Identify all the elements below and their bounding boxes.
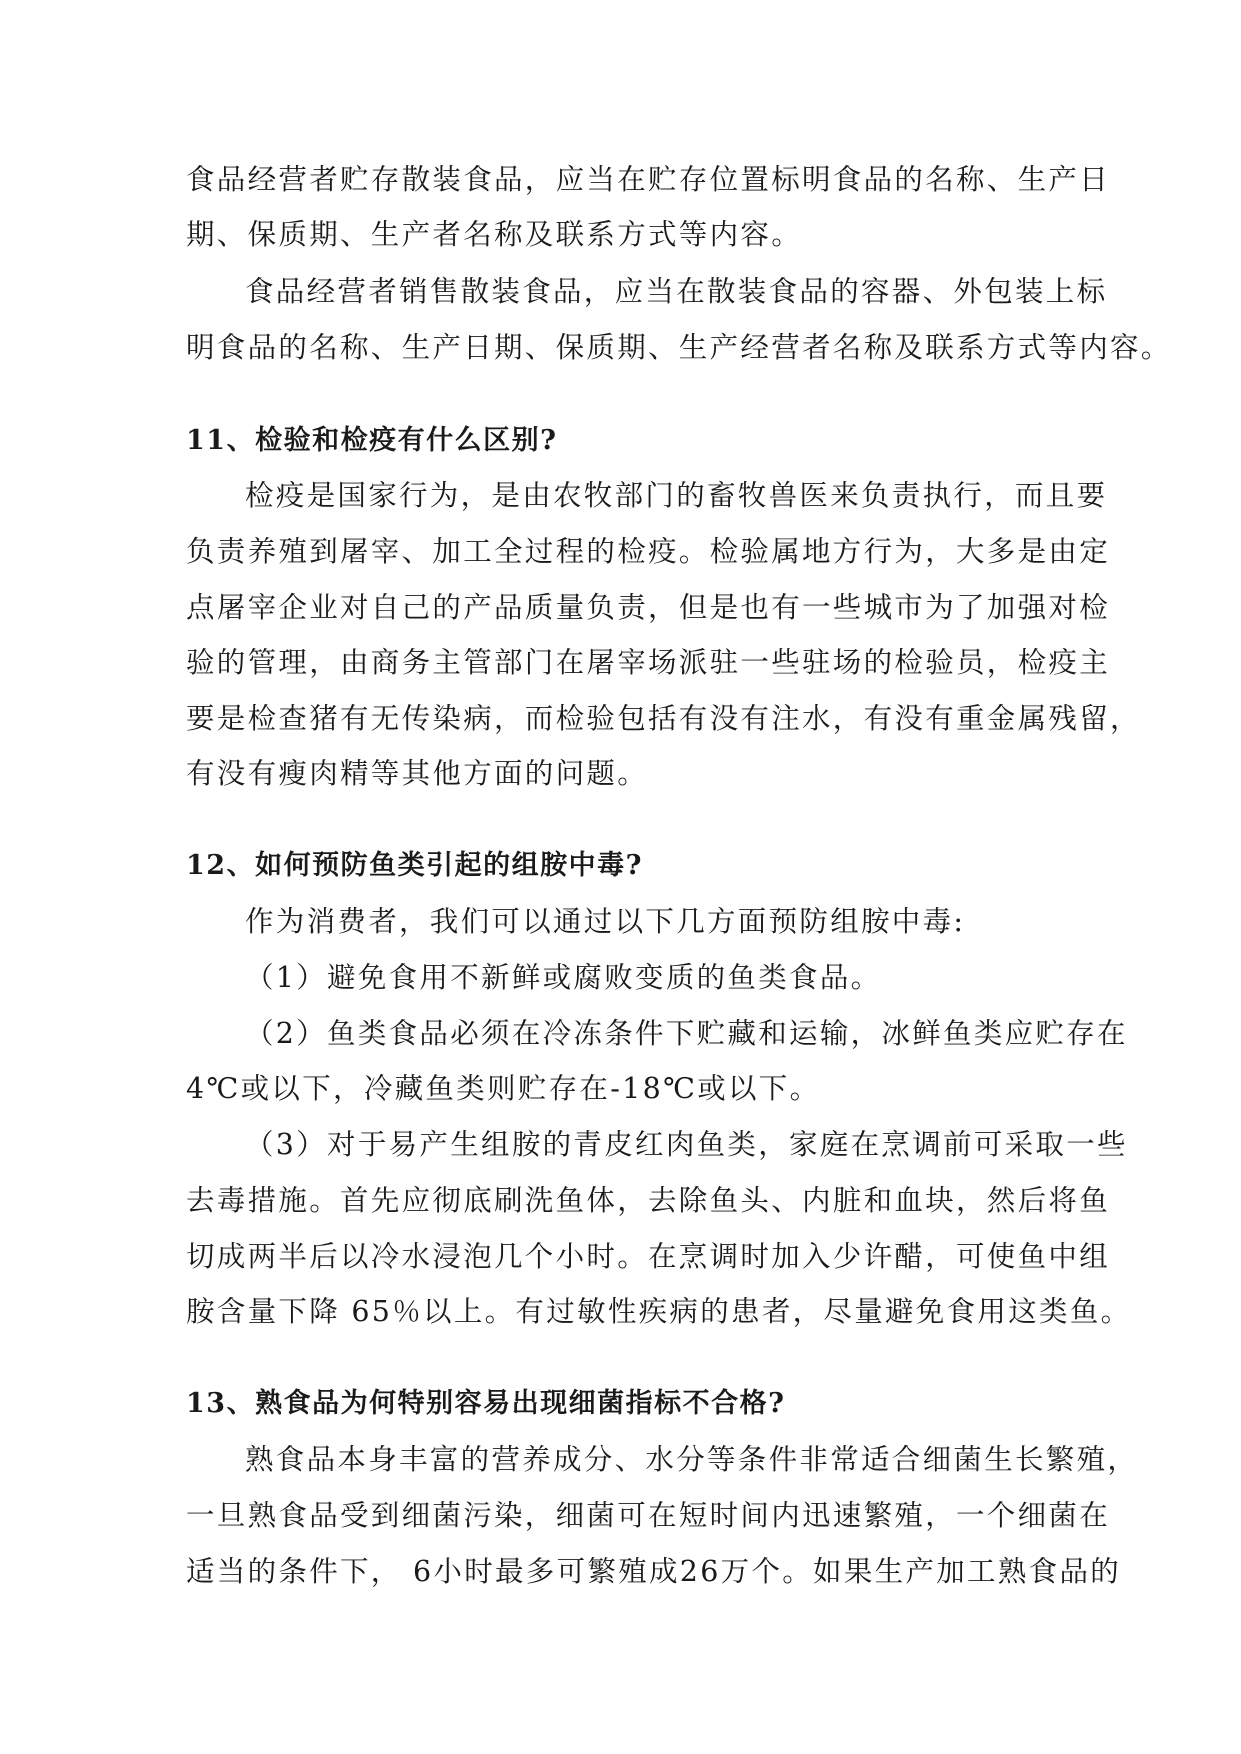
section-heading-13: 13、熟食品为何特别容易出现细菌指标不合格?	[186, 1388, 786, 1419]
paragraph-line: 明食品的名称、生产日期、保质期、生产经营者名称及联系方式等内容。	[186, 331, 1172, 364]
paragraph-line: 一旦熟食品受到细菌污染，细菌可在短时间内迅速繁殖，一个细菌在	[186, 1499, 1111, 1532]
list-item-3: （3）对于易产生组胺的青皮红肉鱼类，家庭在烹调前可采取一些	[245, 1128, 1128, 1161]
paragraph-line: 熟食品本身丰富的营养成分、水分等条件非常适合细菌生长繁殖，	[245, 1443, 1139, 1476]
paragraph-line: 去毒措施。首先应彻底刷洗鱼体，去除鱼头、内脏和血块，然后将鱼	[186, 1184, 1111, 1217]
paragraph-line: 适当的条件下， 6小时最多可繁殖成26万个。如果生产加工熟食品的	[186, 1555, 1122, 1588]
paragraph-line: 胺含量下降 65％以上。有过敏性疾病的患者，尽量避免食用这类鱼。	[186, 1295, 1132, 1328]
paragraph-line: 作为消费者，我们可以通过以下几方面预防组胺中毒:	[245, 905, 966, 938]
paragraph-line: 食品经营者贮存散装食品，应当在贮存位置标明食品的名称、生产日	[186, 163, 1111, 196]
paragraph-line: 点屠宰企业对自己的产品质量负责，但是也有一些城市为了加强对检	[186, 591, 1111, 624]
paragraph-line: 4℃或以下，冷藏鱼类则贮存在-18℃或以下。	[186, 1072, 821, 1105]
paragraph-line: 切成两半后以冷水浸泡几个小时。在烹调时加入少许醋，可使鱼中组	[186, 1240, 1111, 1273]
paragraph-line: 期、保质期、生产者名称及联系方式等内容。	[186, 218, 803, 251]
list-item-2: （2）鱼类食品必须在冷冻条件下贮藏和运输，冰鲜鱼类应贮存在	[245, 1017, 1128, 1050]
paragraph-line: 检疫是国家行为，是由农牧部门的畜牧兽医来负责执行，而且要	[245, 479, 1108, 512]
section-heading-12: 12、如何预防鱼类引起的组胺中毒?	[186, 850, 643, 881]
paragraph-line: 食品经营者销售散装食品，应当在散装食品的容器、外包装上标	[245, 275, 1108, 308]
paragraph-line: 有没有瘦肉精等其他方面的问题。	[186, 757, 649, 790]
paragraph-line: 要是检查猪有无传染病，而检验包括有没有注水，有没有重金属残留，	[186, 702, 1141, 735]
section-heading-11: 11、检验和检疫有什么区别?	[186, 425, 558, 456]
paragraph-line: 负责养殖到屠宰、加工全过程的检疫。检验属地方行为，大多是由定	[186, 535, 1111, 568]
paragraph-line: 验的管理，由商务主管部门在屠宰场派驻一些驻场的检验员，检疫主	[186, 646, 1111, 679]
list-item-1: （1）避免食用不新鲜或腐败变质的鱼类食品。	[245, 961, 882, 994]
